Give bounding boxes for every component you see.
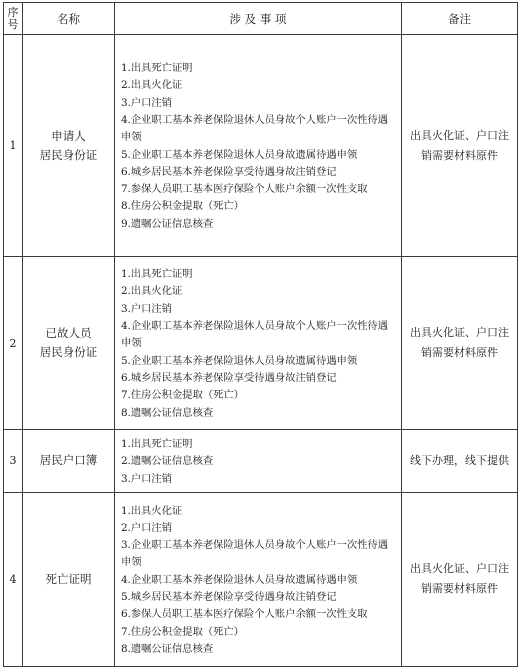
header-seq-line-2: 号 — [7, 17, 19, 31]
row-name — [23, 257, 115, 430]
header-note: 备注 — [402, 3, 518, 35]
list-item: 1.出具死亡证明 — [121, 62, 193, 75]
item-list — [121, 503, 397, 659]
item-list — [121, 60, 397, 233]
list-item: 2.出具火化证 — [121, 285, 183, 298]
table-row — [4, 257, 518, 430]
list-item: 8.遗嘱公证信息核查 — [121, 406, 214, 419]
header-seq-line-1: 序 — [7, 5, 19, 19]
row-note: 线下办理，线下提供 — [402, 430, 518, 493]
table-row — [4, 492, 518, 666]
row-items — [115, 492, 402, 666]
list-item: 5.企业职工基本养老保险退休人员身故遗属待遇申领 — [121, 148, 358, 161]
header-items: 涉 及 事 项 — [115, 3, 402, 35]
item-list — [121, 436, 397, 488]
list-item: 3.户口注销 — [121, 472, 172, 485]
list-item: 9.遗嘱公证信息核查 — [121, 217, 214, 230]
list-item: 5.城乡居民基本养老保险享受待遇身故注销登记 — [121, 591, 337, 604]
header-name: 名称 — [23, 3, 115, 35]
row-name-line: 居民身份证 — [39, 147, 98, 162]
row-seq: 3 — [4, 430, 23, 493]
row-note: 出具火化证、户口注销需要材料原件 — [402, 257, 518, 430]
list-item: 2.遗嘱公证信息核查 — [121, 455, 214, 468]
list-item: 1.出具火化证 — [121, 504, 183, 517]
row-seq: 2 — [4, 257, 23, 430]
list-item: 1.出具死亡证明 — [121, 268, 193, 281]
item-list — [121, 266, 397, 422]
table-row — [4, 35, 518, 257]
list-item: 6.参保人员职工基本医疗保险个人账户余额一次性支取 — [121, 608, 368, 621]
list-item: 7.住房公积金提取（死亡） — [121, 625, 244, 638]
row-items — [115, 257, 402, 430]
row-name-line: 已故人员 — [45, 326, 92, 340]
list-item: 1.出具死亡证明 — [121, 438, 193, 450]
list-item: 2.出具火化证 — [121, 79, 183, 92]
row-name-line: 居民户口簿 — [39, 453, 98, 468]
row-name — [23, 492, 115, 666]
table-header — [4, 3, 518, 35]
list-item: 7.参保人员职工基本医疗保险个人账户余额一次性支取 — [121, 183, 368, 196]
list-item: 6.城乡居民基本养老保险享受待遇身故注销登记 — [121, 165, 337, 178]
row-name-line: 居民身份证 — [39, 345, 98, 359]
list-item: 4.企业职工基本养老保险退休人员身故个人账户一次性待遇申领 — [121, 320, 388, 350]
row-name-line: 申请人 — [51, 128, 86, 143]
row-seq: 4 — [4, 492, 23, 666]
list-item: 4.企业职工基本养老保险退休人员身故个人账户一次性待遇申领 — [121, 113, 388, 144]
list-item: 8.遗嘱公证信息核查 — [121, 642, 214, 655]
list-item: 4.企业职工基本养老保险退休人员身故遗属待遇申领 — [121, 573, 358, 586]
row-items — [115, 35, 402, 257]
row-name — [23, 430, 115, 493]
row-name-line: 死亡证明 — [45, 571, 92, 586]
row-items — [115, 430, 402, 493]
row-note: 出具火化证、户口注销需要材料原件 — [402, 492, 518, 666]
row-seq: 1 — [4, 35, 23, 257]
list-item: 8.住房公积金提取（死亡） — [121, 200, 244, 213]
header-row — [4, 3, 518, 35]
list-item: 3.户口注销 — [121, 96, 172, 109]
table-row — [4, 430, 518, 493]
list-item: 2.户口注销 — [121, 521, 172, 534]
list-item: 5.企业职工基本养老保险退休人员身故遗属待遇申领 — [121, 354, 358, 367]
row-name — [23, 35, 115, 257]
list-item: 6.城乡居民基本养老保险享受待遇身故注销登记 — [121, 371, 337, 384]
list-item: 7.住房公积金提取（死亡） — [121, 389, 244, 402]
row-note: 出具火化证、户口注销需要材料原件 — [402, 35, 518, 257]
list-item: 3.户口注销 — [121, 302, 172, 315]
header-seq — [4, 3, 23, 35]
materials-table — [3, 2, 518, 667]
list-item: 3.企业职工基本养老保险退休人员身故个人账户一次性待遇申领 — [121, 539, 388, 569]
